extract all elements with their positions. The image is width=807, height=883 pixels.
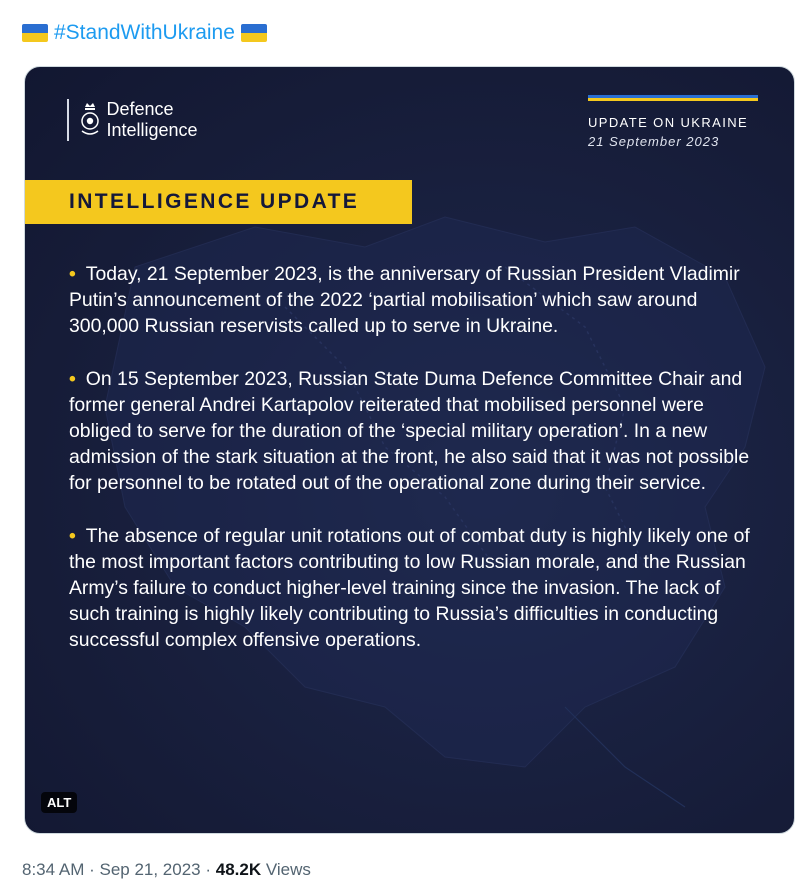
bullet-text: Today, 21 September 2023, is the anniversary of Russian President Vladimir Putin’s announcement of the 2022 ‘partial mobilisation’ which saw around 300,000 Russian reservists called up to serve in Ukraine. — [69, 263, 740, 338]
bullet-text: On 15 September 2023, Russian State Duma Defence Committee Chair and former general Andrei Kartapolov reiterated that mobilised personnel were obliged to serve for the duration of the ‘special military operation’. In a new admission of the stark situation at the front, he also said that it was not possible for personnel to be rotated out of the operational zone during their service. — [69, 367, 750, 495]
logo-line-1: Defence — [106, 99, 174, 119]
bullet-marker: • — [69, 367, 76, 390]
ukraine-colour-bar — [588, 95, 758, 101]
defence-intelligence-logo — [67, 99, 198, 141]
logo-divider — [67, 99, 69, 141]
logo-text — [107, 99, 198, 141]
post-metadata — [22, 860, 311, 880]
bullet-item — [69, 523, 764, 654]
views-count[interactable]: 48.2K — [215, 860, 262, 879]
banner-text: INTELLIGENCE UPDATE — [69, 190, 360, 213]
hashtag-line — [22, 18, 267, 48]
bullet-item — [69, 261, 764, 340]
update-date: 21 September 2023 — [588, 134, 720, 149]
post-image[interactable] — [24, 66, 795, 834]
alt-text-button[interactable]: ALT — [41, 792, 77, 813]
post-timestamp[interactable]: 8:34 AM · Sep 21, 2023 · — [22, 860, 216, 879]
bullet-item — [69, 366, 764, 497]
update-title: UPDATE ON UKRAINE — [588, 115, 749, 130]
bullet-marker: • — [69, 263, 76, 285]
ukraine-flag-icon — [241, 24, 267, 42]
crest-icon — [79, 101, 101, 139]
hashtag-link[interactable]: #StandWithUkraine — [54, 21, 235, 44]
bullet-marker: • — [69, 524, 76, 547]
ukraine-flag-icon — [22, 24, 48, 42]
bullet-list — [69, 261, 764, 680]
views-label: Views — [265, 860, 311, 879]
intelligence-update-banner — [25, 180, 412, 224]
update-heading — [588, 95, 758, 149]
bullet-text: The absence of regular unit rotations out of combat duty is highly likely one of the most important factors contributing to low Russian morale, and the Russian Army’s failure to conduct higher-level training since the invasion. The lack of such training is highly likely contributing to Russia’s difficulties in conducting successful complex offensive operations. — [69, 524, 750, 652]
logo-line-2: Intelligence — [106, 120, 198, 140]
